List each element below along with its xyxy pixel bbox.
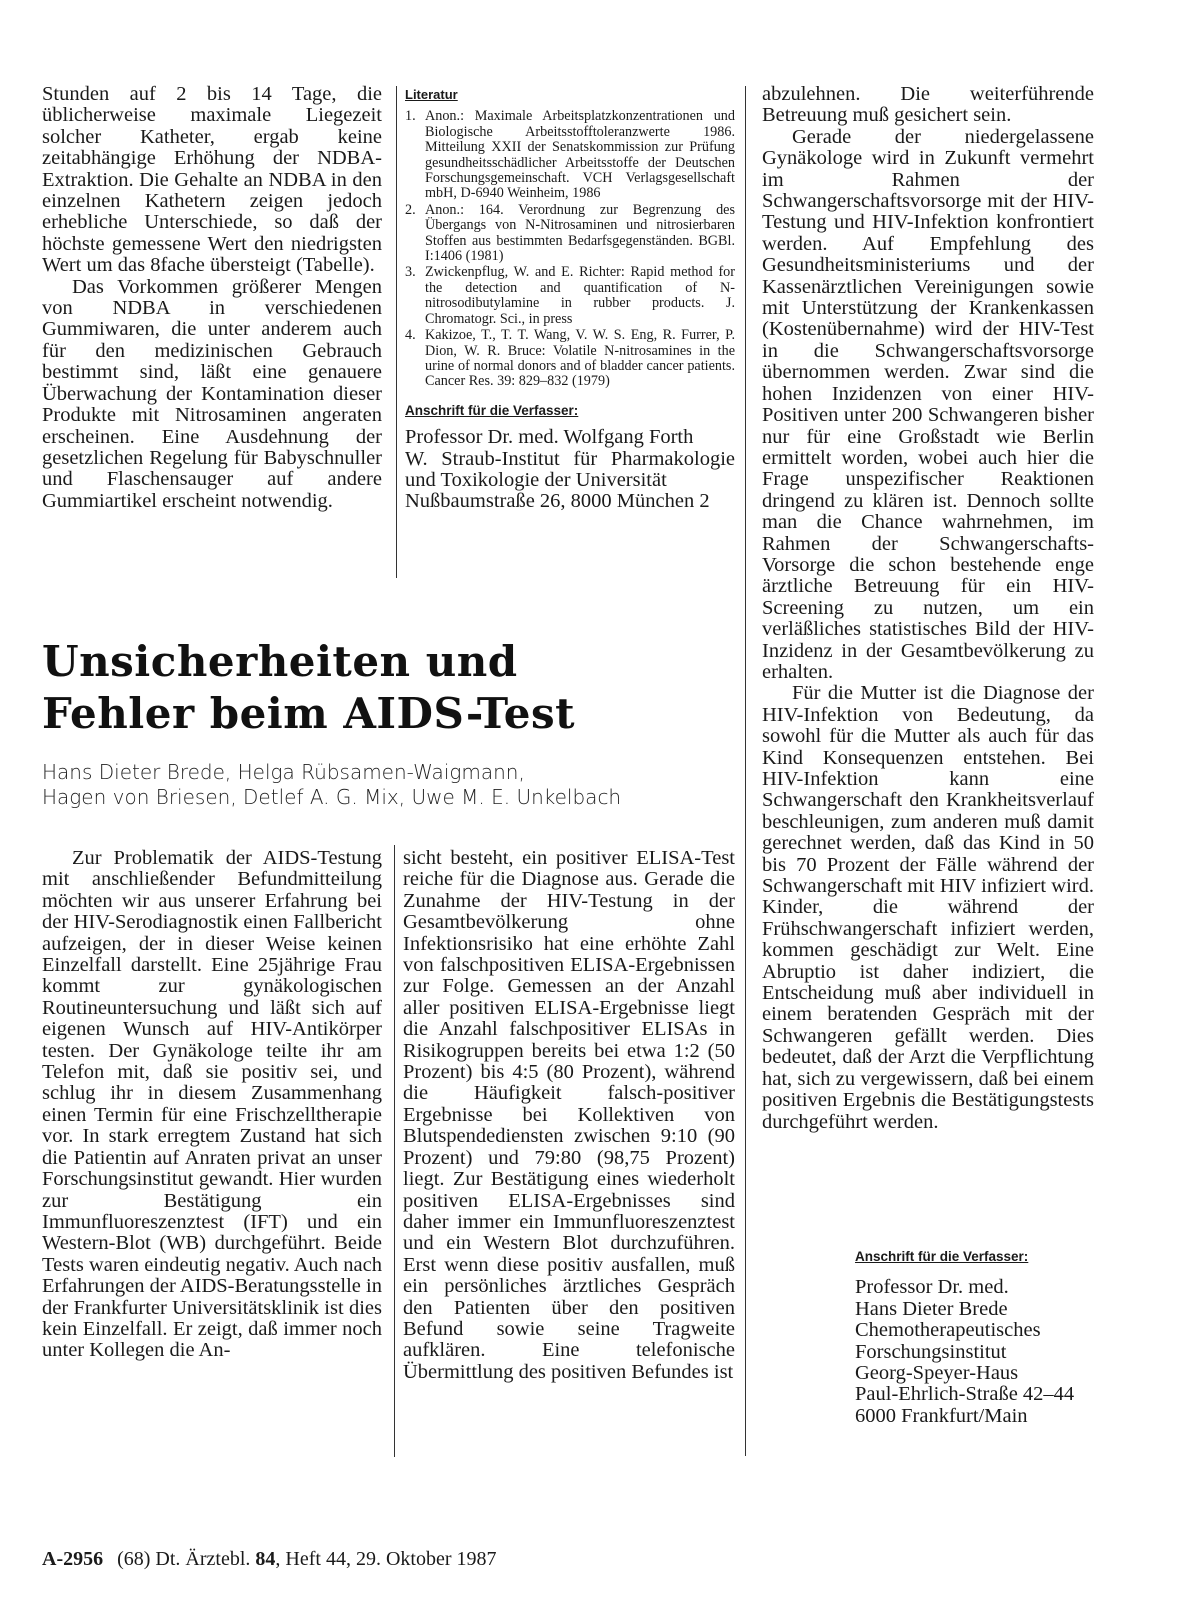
literature-item-number: 2. [405,201,416,218]
article-column-3 [762,84,1094,1133]
article-column-1 [42,848,382,1362]
article-paragraph: Zur Problematik der AIDS-Testung mit anschließender Befundmitteilung möchten wir aus unserer Erfahrung bei der HIV-Serodiagnostik einen Fallbericht aufzeigen, der in dieser Weise keinen Einzelfall darstellt. Eine 25jährige Frau kommt zur gynäkologischen Routineuntersuchung und läßt sich auf eigenen Wunsch auf HIV-Antikörper testen. Der Gynäkologe teilte ihr am Telefon mit, daß sie positiv sei, und schlug ihr in diesem Zusammenhang einen Termin für eine Frischzelltherapie vor. In stark erregtem Zustand hat sich die Patientin auf Anraten privat an unser Forschungsinstitut gewandt. Hier wurden zur Bestätigung ein Immunfluoreszenztest (IFT) und ein Western-Blot (WB) durchgeführt. Beide Tests waren eindeutig negativ. Auch nach Erfahrungen der AIDS-Beratungsstelle in der Frankfurter Universitätsklinik ist dies kein Einzelfall. Er zeigt, daß immer noch unter Kollegen die An- [42,847,382,1362]
literature-item-text: Anon.: Maximale Arbeitsplatzkonzentrationen und Biologische Arbeitsstofftoleranzwerte 1986. Mitteilung XXII der Senatskommission zur Prüfung gesundheitsschädlicher Arbeitsstoffe der Deutschen Forschungsgemeinschaft. VCH Verlagsgesellschaft mbH, D-6940 Weinheim, 1986 [425,108,735,202]
brede-address-line: Chemotherapeutisches [855,1319,1041,1342]
footer-volume: 84 [255,1548,276,1570]
article-title-line: Unsicherheiten und [42,637,518,686]
literature-list [405,109,735,389]
brede-address-line: 6000 Frankfurt/Main [855,1404,1028,1427]
literature-item-text: Anon.: 164. Verordnung zur Begrenzung des Übergangs von N-Nitrosaminen und nitrosierbaren Stoffen aus bestimmten Bedarfsgegenständen. BGBl. I:1406 (1981) [425,201,735,265]
authors-line: Hans Dieter Brede, Helga Rübsamen-Waigmann, [42,760,525,784]
literature-item-text: Zwickenpflug, W. and E. Richter: Rapid method for the detection and quantification of N-nitrosodibutylamine in rubber products. J. Chromatogr. Sci., in press [425,264,735,327]
page-footer [42,1548,496,1571]
literature-item [405,109,735,201]
article-paragraph: Für die Mutter ist die Diagnose der HIV-Infektion von Bedeutung, da sowohl für die Mutter als auch für das Kind Konsequenzen entstehen. Bei HIV-Infektion kann eine Schwangerschaft den Krankheitsverlauf beschleunigen, zum anderen muß damit gerechnet werden, daß das Kind in 50 bis 70 Prozent der Fälle während der Schwangerschaft mit HIV infiziert wird. Kinder, die während der Frühschwangerschaft infiziert werden, kommen geschädigt zur Welt. Eine Abruptio ist daher indiziert, die Entscheidung muß aber individuell in einem beratenden Gespräch mit der Schwangeren gefällt werden. Dies bedeutet, daß der Arzt die Verpflichtung hat, sich zu vergewissern, daß bei einem positiven Ergebnis die Bestätigungstests durchgeführt werden. [762,682,1094,1133]
column-rule-lower-left [394,845,395,1457]
footer-issue: , Heft 44, 29. Oktober 1987 [275,1548,497,1570]
article-authors [42,760,621,810]
article-paragraph: Gerade der niedergelassene Gynäkologe wird in Zukunft vermehrt im Rahmen der Schwangerschaftsvorsorge mit der HIV-Testung und HIV-Infektion konfrontiert werden. Auf Empfehlung des Gesundheitsministeriums und der Kassenärztlichen Vereinigungen sowie mit Unterstützung der Krankenkassen (Kostenübernahme) wird der HIV-Test in die Schwangerschaftsvorsorge übernommen werden. Zwar sind die hohen Inzidenzen von einer HIV-Positiven unter 200 Schwangeren bisher nur für eine Großstadt wie Berlin ermittelt worden, wobei auch hier die Frage unspezifischer Reaktionen dringend zu klären ist. Dennoch sollte man die Chance wahrnehmen, im Rahmen der Schwangerschafts-Vorsorge die schon bestehende enge ärztliche Betreuung für ein HIV-Screening zu nutzen, um ein verläßliches statistisches Bild der HIV-Inzidenz in der Gesamtbevölkerung zu erhalten. [762,125,1094,683]
literature-item [405,203,735,265]
forth-address-line: Professor Dr. med. Wolfgang Forth [405,426,694,449]
article-paragraph: abzulehnen. Die weiterführende Betreuung muß gesichert sein. [762,83,1094,127]
forth-address-line: W. Straub-Institut für Pharmakologie und Toxikologie der Universität [405,447,735,491]
literature-item-number: 4. [405,327,416,344]
page-number: A-2956 [42,1548,104,1570]
article-title-line: Fehler beim AIDS-Test [42,689,576,738]
article-title [42,636,575,740]
literature-item [405,328,735,390]
previous-article-column [42,84,382,512]
article-column-2 [403,848,735,1383]
brede-address-heading: Anschrift für die Verfasser: [855,1249,1029,1264]
footer-journal: (68) Dt. Ärztebl. [117,1548,251,1570]
literature-item-number: 1. [405,108,416,125]
literature-section [405,84,735,513]
literature-item [405,265,735,327]
forth-address-line: Nußbaumstraße 26, 8000 München 2 [405,490,710,513]
brede-address-line: Forschungsinstitut [855,1340,1007,1363]
previous-article-paragraph: Stunden auf 2 bis 14 Tage, die üblicherweise maximale Liegezeit solcher Katheter, ergab keine zeitabhängige Erhöhung der NDBA-Extraktion. Die Gehalte an NDBA in den einzelnen Kathetern zeigen jedoch erhebliche Unterschiede, so daß der höchste gemessene Wert den niedrigsten Wert um das 8fache übersteigt (Tabelle). [42,83,382,277]
literature-item-text: Kakizoe, T., T. T. Wang, V. W. S. Eng, R. Furrer, P. Dion, W. R. Bruce: Volatile N-nitrosamines in the urine of normal donors and of bladder cancer patients. Cancer Res. 39: 829–832 (1979) [425,327,735,390]
forth-address-heading: Anschrift für die Verfasser: [405,402,579,418]
column-rule-top-left [396,86,397,578]
literature-heading: Literatur [405,87,458,102]
literature-item-number: 3. [405,264,416,281]
article-paragraph: sicht besteht, ein positiver ELISA-Test reiche für die Diagnose aus. Gerade die Zunahme der HIV-Testung in der Gesamtbevölkerung ohne Infektionsrisiko hat eine erhöhte Zahl von falschpositiven ELISA-Ergebnissen zur Folge. Gemessen an der Anzahl aller positiven ELISA-Ergebnisse liegt die Anzahl falschpositiver ELISAs in Risikogruppen bereits bei etwa 1:2 (50 Prozent) bis 4:5 (80 Prozent), während die Häufigkeit falsch-positiver Ergebnisse bei Kollektiven von Blutspendediensten zwischen 9:10 (90 Prozent) und 79:80 (98,75 Prozent) liegt. Zur Bestätigung eines wiederholt positiven ELISA-Ergebnisses sind daher immer ein Immunfluoreszenztest und ein Western Blot durchzuführen. Erst wenn diese positiv ausfallen, muß ein persönliches ärztliches Gespräch den Patienten über den positiven Befund sowie seine Tragweite aufklären. Eine telefonische Übermittlung des positiven Befundes ist [403,847,735,1383]
brede-address [855,1246,1085,1427]
previous-article-paragraph: Das Vorkommen größerer Mengen von NDBA in verschiedenen Gummiwaren, die unter anderem auch für den medizinischen Gebrauch bestimmt sind, läßt eine genauere Überwachung der Kontamination dieser Produkte mit Nitrosaminen angeraten erscheinen. Eine Ausdehnung der gesetzlichen Regelung für Babyschnuller und Flaschensauger auf andere Gummiartikel erscheint notwendig. [42,275,382,512]
brede-address-line: Georg-Speyer-Haus [855,1362,1019,1385]
brede-address-line: Professor Dr. med. [855,1276,1009,1299]
authors-line: Hagen von Briesen, Detlef A. G. Mix, Uwe M. E. Unkelbach [42,785,622,809]
column-rule-top-right [745,86,746,1456]
brede-address-line: Hans Dieter Brede [855,1297,1008,1320]
brede-address-line: Paul-Ehrlich-Straße 42–44 [855,1383,1075,1406]
